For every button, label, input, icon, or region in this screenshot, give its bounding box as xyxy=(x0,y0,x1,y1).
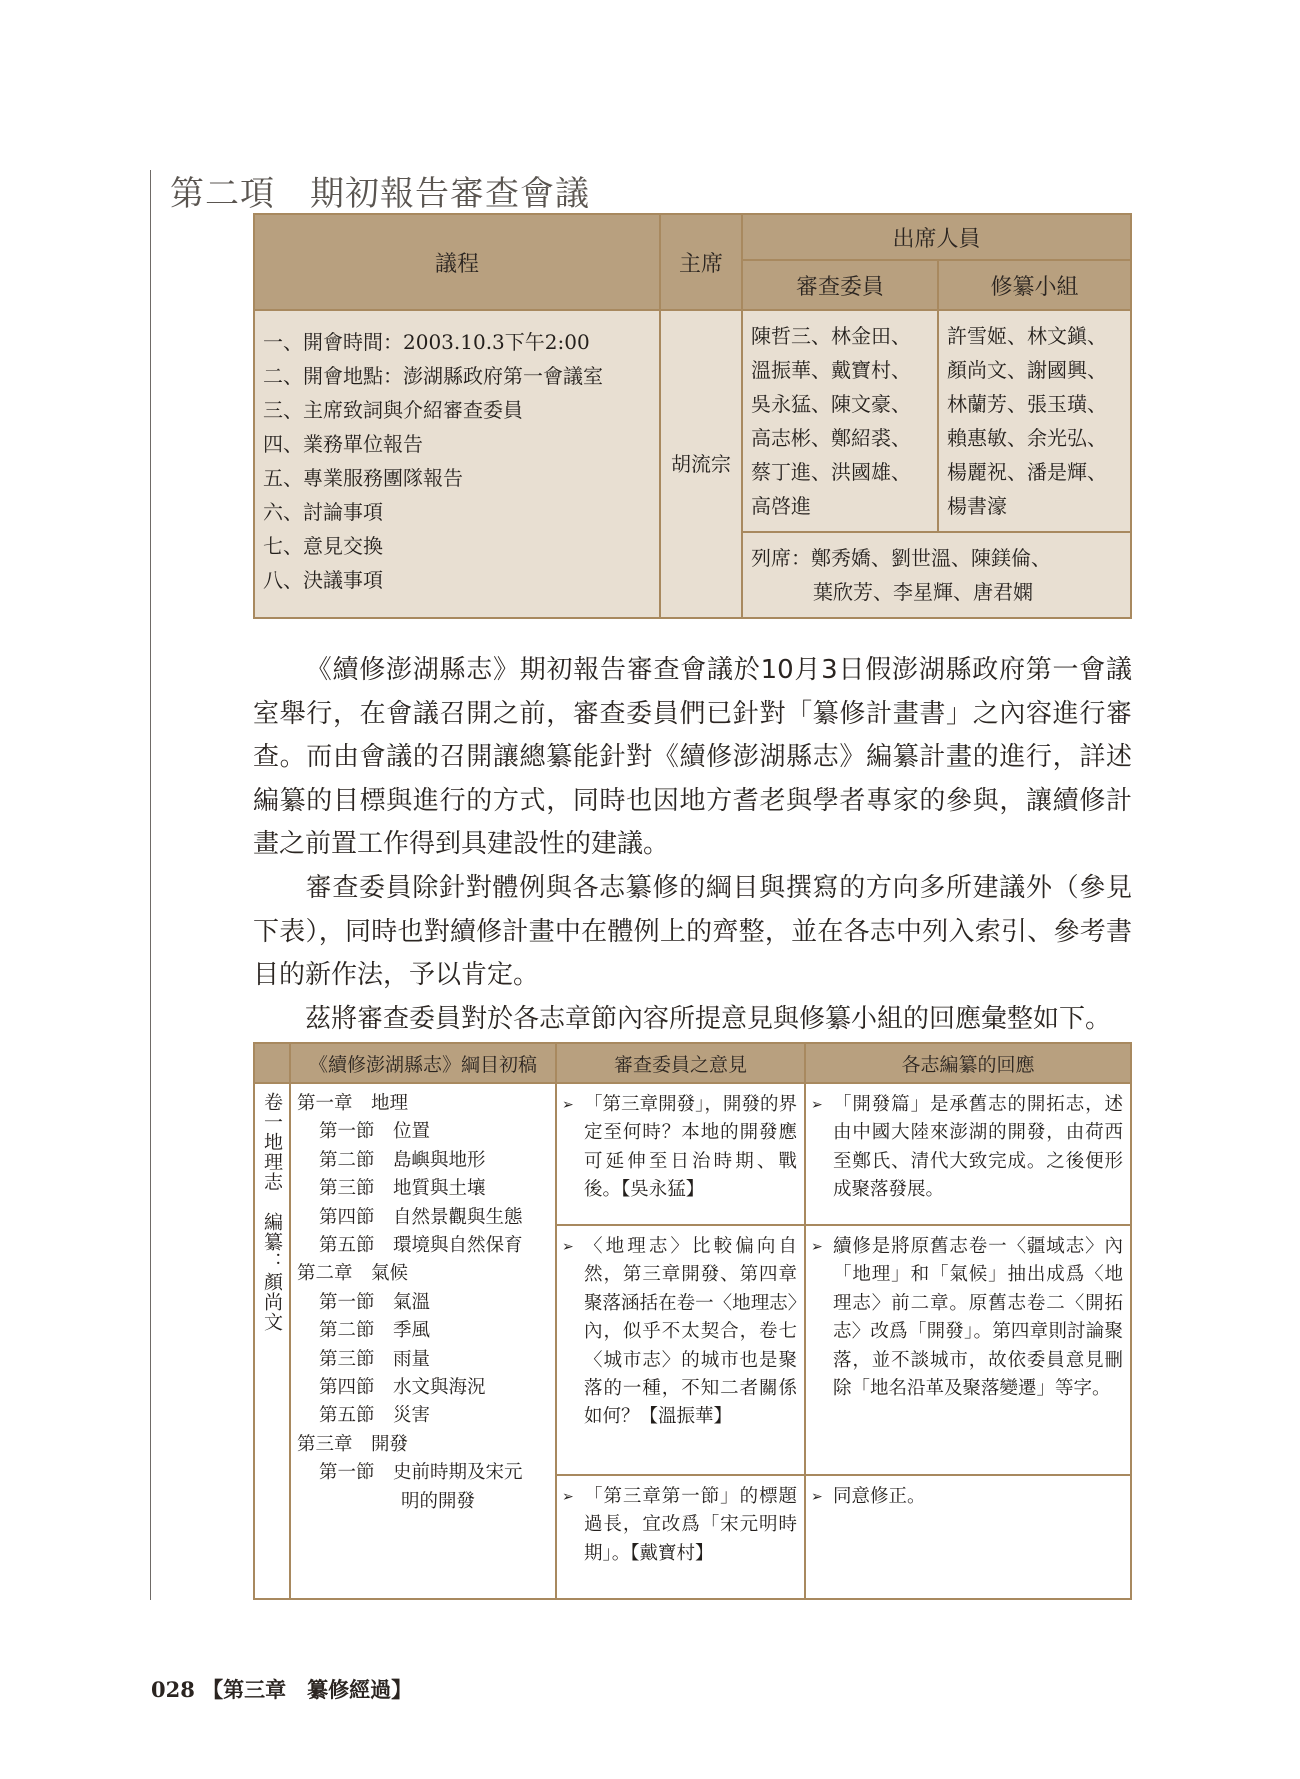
outline-section: 明的開發 xyxy=(401,1490,476,1512)
arrow-bullet-icon: ➢ xyxy=(562,1097,574,1113)
outline-chapter: 第一章 地理 xyxy=(297,1093,409,1114)
margin-rule xyxy=(150,170,151,1600)
comment-item xyxy=(558,1477,803,1574)
arrow-bullet-icon: ➢ xyxy=(562,1489,574,1505)
opinion-cell xyxy=(556,1225,805,1475)
outline-section: 第一節 氣溫 xyxy=(319,1291,431,1313)
outline-chapter: 第二章 氣候 xyxy=(297,1263,409,1285)
agenda-item: 四、業務單位報告 xyxy=(263,432,423,456)
section-heading: 第二項 期初報告審查會議 xyxy=(170,174,590,214)
outline-section: 第五節 環境與自然保育 xyxy=(319,1235,523,1257)
arrow-bullet-icon: ➢ xyxy=(811,1239,823,1255)
col-header-outline: 《續修澎湖縣志》綱目初稿 xyxy=(290,1043,556,1083)
review-comments-table xyxy=(253,1042,1132,1600)
agenda-item: 二、開會地點：澎湖縣政府第一會議室 xyxy=(263,364,603,388)
comment-item xyxy=(807,1085,1129,1211)
meeting-info-table xyxy=(253,213,1132,619)
editor-line: 賴惠敏、余光弘、 xyxy=(947,426,1107,450)
editors-list xyxy=(938,310,1131,532)
arrow-bullet-icon: ➢ xyxy=(562,1239,574,1255)
arrow-bullet-icon: ➢ xyxy=(811,1489,823,1505)
reviewers-list xyxy=(742,310,938,532)
response-text: 「開發篇」是承舊志的開拓志，述由中國大陸來澎湖的開發，由荷西至鄭氏、清代大致完成。之後便形成聚落發展。 xyxy=(833,1094,1123,1201)
editor-line: 顏尚文、謝國興、 xyxy=(947,358,1107,382)
agenda-item: 五、專業服務團隊報告 xyxy=(263,466,463,490)
col-header-response: 各志編纂的回應 xyxy=(805,1043,1131,1083)
comment-item xyxy=(558,1227,803,1438)
reviewer-line: 陳哲三、林金田、 xyxy=(751,324,911,348)
agenda-item: 八、決議事項 xyxy=(263,568,383,592)
page-footer xyxy=(151,1674,412,1704)
agenda-item: 三、主席致詞與介紹審查委員 xyxy=(263,398,523,422)
response-cell xyxy=(805,1083,1131,1225)
agenda-item: 七、意見交換 xyxy=(263,534,383,558)
reviewer-line: 溫振華、戴寶村、 xyxy=(751,358,911,382)
paragraph-3 xyxy=(253,998,1132,1042)
editor-line: 許雪姬、林文鎭、 xyxy=(947,324,1107,348)
opinion-text: 「第三章第一節」的標題過長，宜改爲「宋元明時期」。【戴寶村】 xyxy=(584,1486,797,1564)
reviewer-line: 高志彬、鄭紹裘、 xyxy=(751,426,911,450)
volume-label: 卷一地理志 編纂：顏尚文 xyxy=(254,1083,290,1599)
outline-chapter: 第三章 開發 xyxy=(297,1433,409,1455)
reviewer-line: 高啓進 xyxy=(751,494,811,518)
paragraph-3-text: 茲將審查委員對於各志章節內容所提意見與修纂小組的回應彙整如下。 xyxy=(305,1004,1112,1034)
agenda-item: 一、開會時間：2003.10.3下午2:00 xyxy=(263,330,590,354)
editor-line: 楊書濠 xyxy=(947,494,1007,518)
paragraph-2 xyxy=(253,867,1132,998)
opinion-text: 〈地理志〉比較偏向自然，第三章開發、第四章聚落涵括在卷一〈地理志〉內，似乎不太契合，卷七〈城市志〉的城市也是聚落的一種，不知二者關係如何？【溫振華】 xyxy=(584,1236,797,1428)
reviewers-header: 審查委員 xyxy=(742,260,938,310)
reviewer-line: 吳永猛、陳文豪、 xyxy=(751,392,911,416)
outline-section: 第一節 位置 xyxy=(319,1121,431,1143)
attendance-line: 列席：鄭秀嬌、劉世溫、陳鎂倫、 xyxy=(751,546,1051,570)
paragraph-1-text: 《續修澎湖縣志》期初報告審查會議於10月3日假澎湖縣政府第一會議室舉行，在會議召開之前，審查委員們已針對「纂修計畫書」之內容進行審查。而由會議的召開讓總纂能針對《續修澎湖縣志》編纂計畫的進行，詳述編纂的目標與進行的方式，同時也因地方耆老與學者專家的參與，讓續修計畫之前置工作得到具建設性的建議。 xyxy=(253,655,1132,859)
outline-section: 第三節 雨量 xyxy=(319,1348,431,1370)
paragraph-1 xyxy=(253,649,1132,867)
attendance-line: 葉欣芳、李星輝、唐君嫻 xyxy=(813,580,1033,604)
outline-section: 第二節 島嶼與地形 xyxy=(319,1149,486,1171)
outline-section: 第四節 水文與海況 xyxy=(319,1377,486,1399)
col-header-opinion: 審查委員之意見 xyxy=(556,1043,805,1083)
editor-line: 林蘭芳、張玉璜、 xyxy=(947,392,1107,416)
attendance-list xyxy=(742,532,1131,618)
response-cell xyxy=(805,1225,1131,1475)
opinion-cell xyxy=(556,1083,805,1225)
opinion-cell xyxy=(556,1475,805,1599)
agenda-list xyxy=(254,310,660,618)
attendees-header: 出席人員 xyxy=(742,214,1131,260)
agenda-header: 議程 xyxy=(254,214,660,310)
editors-header: 修纂小組 xyxy=(938,260,1131,310)
arrow-bullet-icon: ➢ xyxy=(811,1097,823,1113)
opinion-text: 「第三章開發」，開發的界定至何時？本地的開發應可延伸至日治時期、戰後。【吳永猛】 xyxy=(584,1094,797,1201)
chair-name: 胡流宗 xyxy=(660,310,742,618)
outline-section: 第三節 地質與土壤 xyxy=(319,1178,486,1200)
comment-item xyxy=(807,1227,1129,1409)
outline-section: 第一節 史前時期及宋元 xyxy=(319,1462,523,1484)
reviewer-line: 蔡丁進、洪國雄、 xyxy=(751,460,911,484)
outline-list xyxy=(290,1083,556,1599)
outline-section: 第五節 災害 xyxy=(319,1405,431,1427)
paragraph-2-text: 審查委員除針對體例與各志纂修的綱目與撰寫的方向多所建議外（參見下表），同時也對續修計畫中在體例上的齊整，並在各志中列入索引、參考書目的新作法，予以肯定。 xyxy=(253,873,1132,990)
agenda-item: 六、討論事項 xyxy=(263,500,383,524)
outline-section: 第四節 自然景觀與生態 xyxy=(319,1206,523,1228)
chair-header: 主席 xyxy=(660,214,742,310)
comment-item xyxy=(807,1477,1129,1517)
outline-section: 第二節 季風 xyxy=(319,1320,431,1342)
editor-line: 楊麗祝、潘是輝、 xyxy=(947,460,1107,484)
response-cell xyxy=(805,1475,1131,1599)
response-text: 同意修正。 xyxy=(833,1486,926,1507)
chapter-label: 【第三章 纂修經過】 xyxy=(202,1677,413,1702)
page-number: 028 xyxy=(151,1677,195,1702)
comment-item xyxy=(558,1085,803,1211)
col-header-volume xyxy=(254,1043,290,1083)
response-text: 續修是將原舊志卷一〈疆域志〉內「地理」和「氣候」抽出成爲〈地理志〉前二章。原舊志卷二〈開拓志〉改爲「開發」。第四章則討論聚落，並不談城市，故依委員意見刪除「地名沿革及聚落變遷」等字。 xyxy=(833,1236,1123,1400)
